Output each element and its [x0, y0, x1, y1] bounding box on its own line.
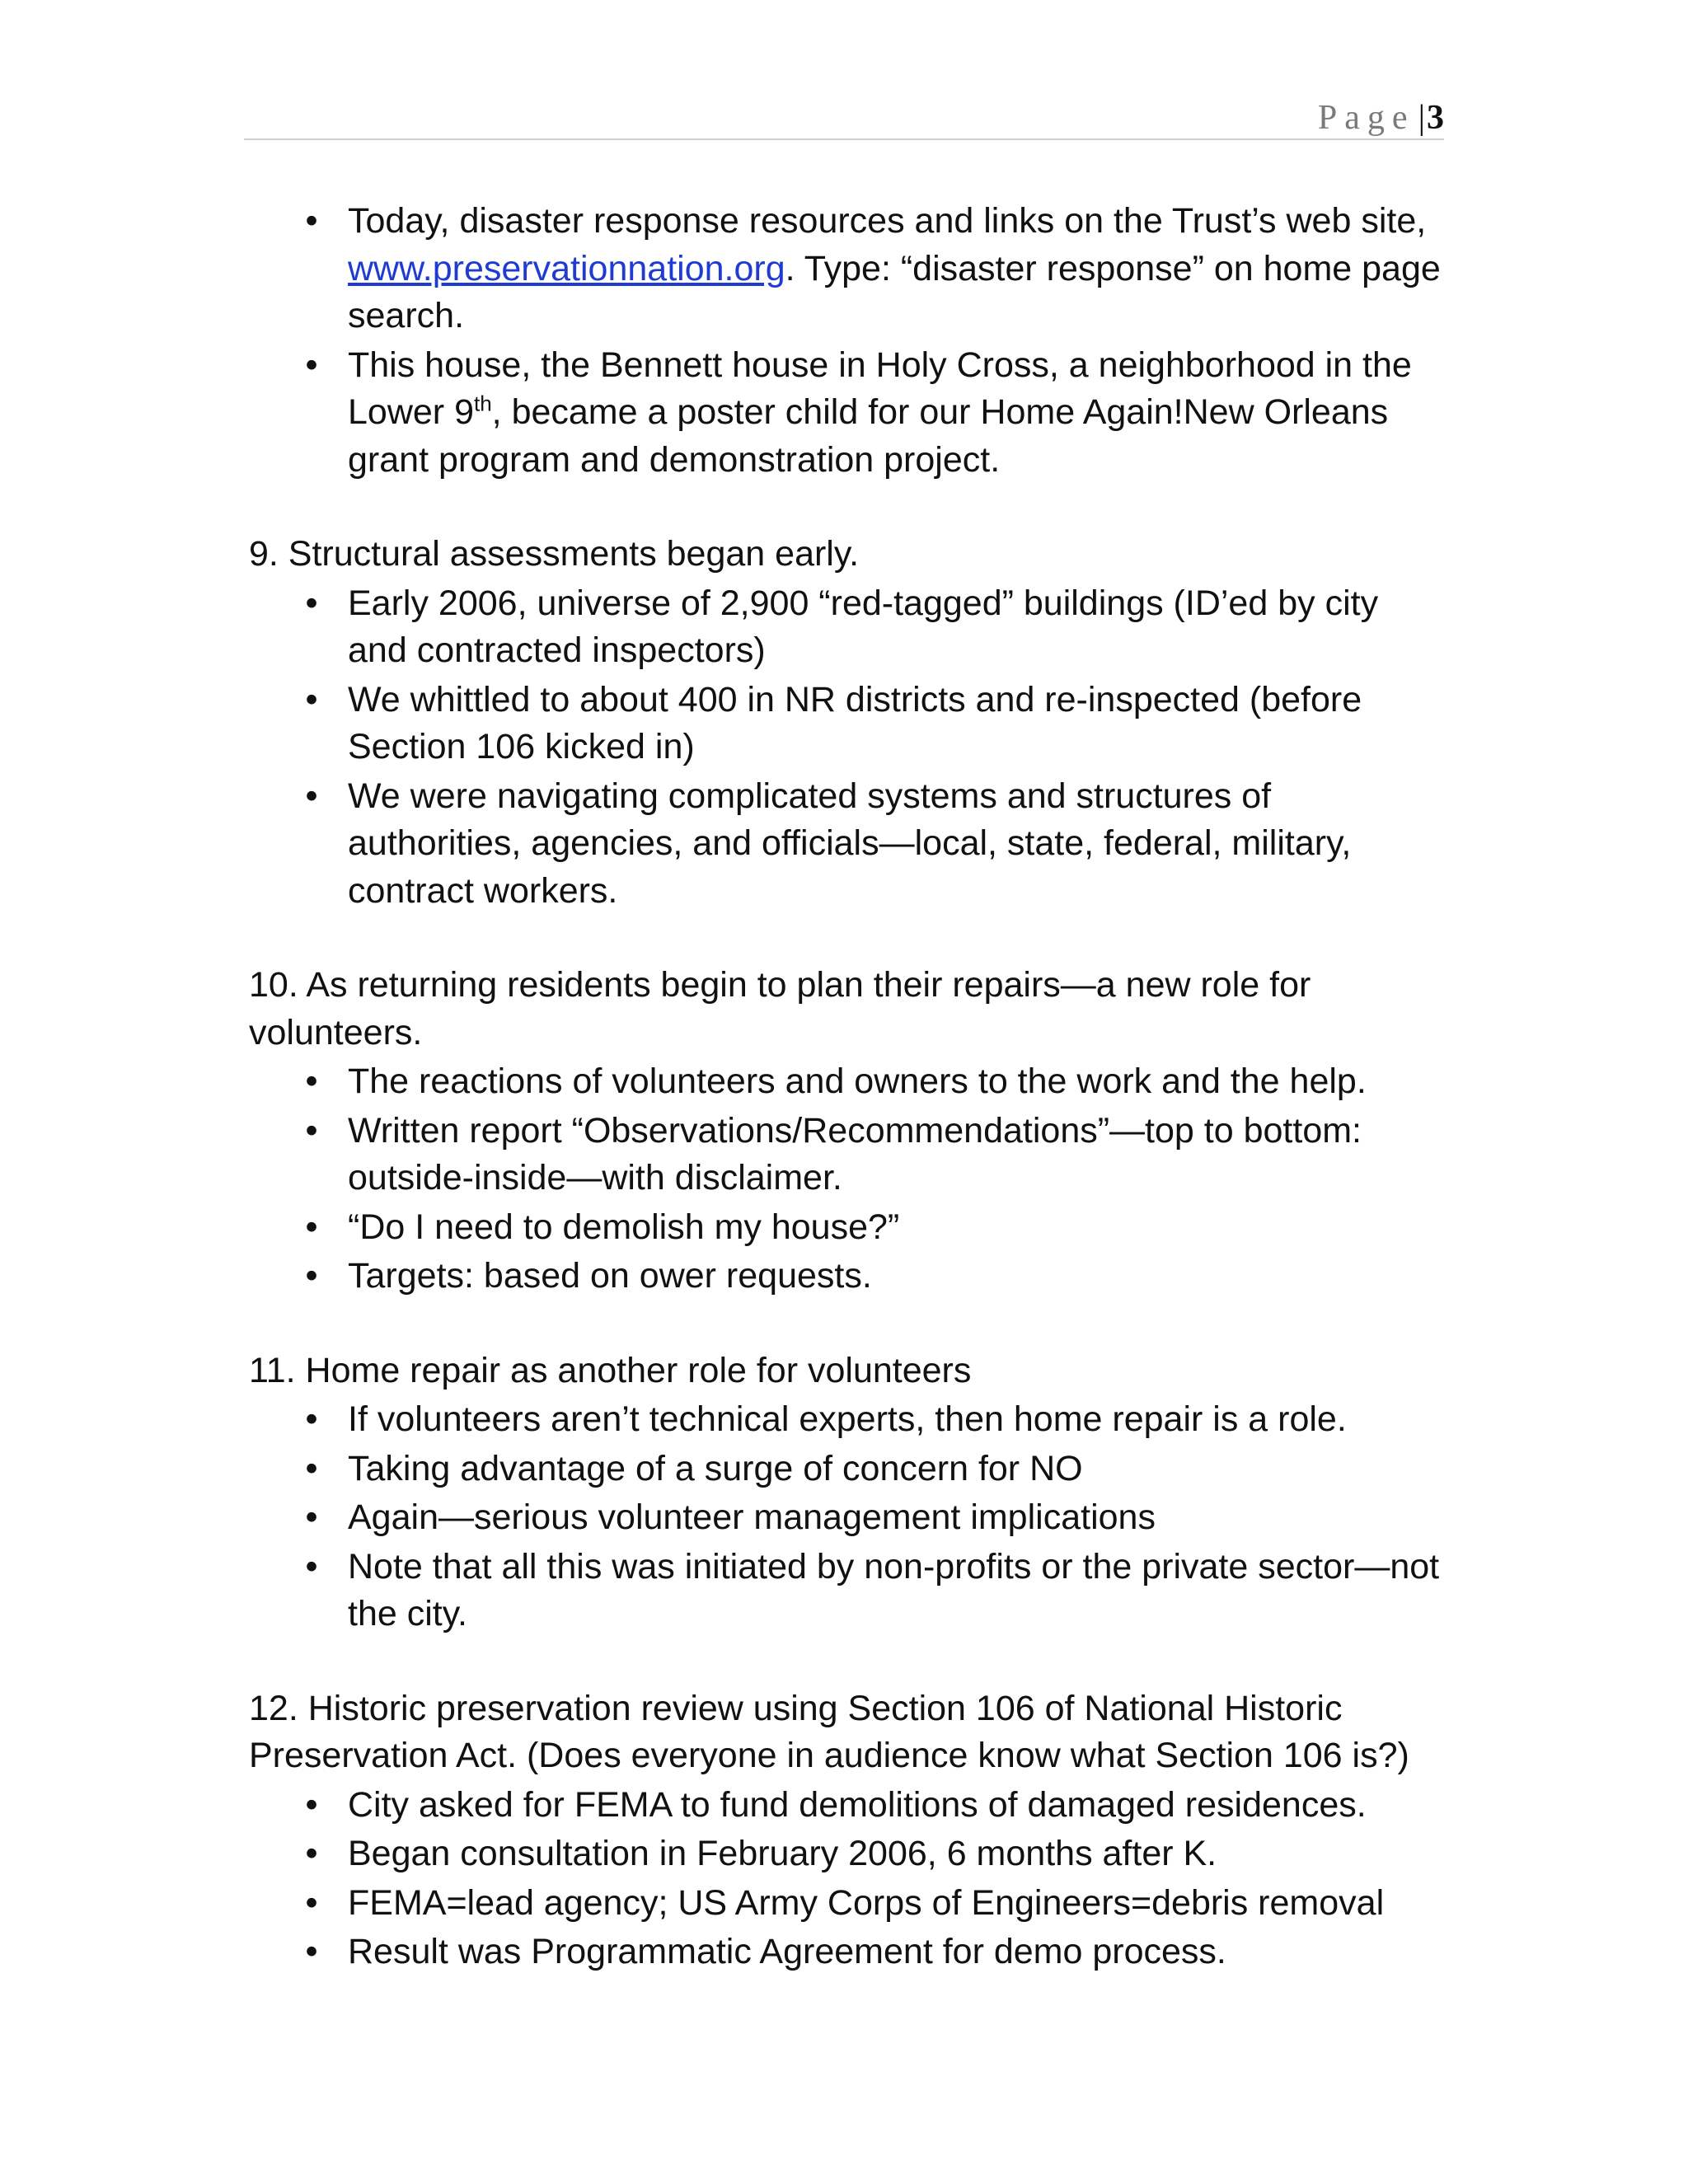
bullet-icon: •	[305, 1932, 318, 1971]
bullet-icon: •	[305, 1546, 318, 1586]
bullet-icon: •	[305, 1834, 318, 1873]
bullet-icon: •	[305, 344, 318, 385]
superscript: th	[473, 391, 492, 416]
section-heading: 9. Structural assessments began early.	[249, 534, 860, 574]
list-item	[249, 1782, 1444, 1830]
list-item-text: Taking advantage of a surge of concern for NO	[348, 1448, 1083, 1488]
list-item	[249, 1494, 1444, 1542]
page-header	[244, 97, 1444, 140]
list-item-text: Early 2006, universe of 2,900 “red-tagged” buildings (ID’ed by city and contracted inspectors)	[348, 583, 1379, 670]
section-9	[249, 531, 1444, 915]
list-item	[249, 1880, 1444, 1928]
section-list	[249, 1058, 1444, 1301]
bullet-icon: •	[305, 1207, 318, 1247]
bullet-icon: •	[305, 201, 318, 241]
page-separator: |	[1418, 99, 1425, 137]
bullet-icon: •	[305, 776, 318, 816]
bullet-icon: •	[305, 583, 318, 623]
intro-list	[249, 198, 1444, 484]
list-item	[249, 1204, 1444, 1252]
preservationnation-link[interactable]: www.preservationnation.org	[348, 248, 785, 288]
list-item	[249, 342, 1444, 485]
list-item-text: . Type: “disaster response” on home page search.	[348, 248, 1441, 335]
bullet-icon: •	[305, 1497, 318, 1537]
list-item-text: Note that all this was initiated by non-profits or the private sector—not the city.	[348, 1546, 1440, 1633]
bullet-icon: •	[305, 1882, 318, 1923]
section-10	[249, 962, 1444, 1301]
bullet-icon: •	[305, 679, 318, 719]
list-item	[249, 1830, 1444, 1878]
list-item	[249, 1929, 1444, 1976]
list-item	[249, 1544, 1444, 1638]
list-item-text: “Do I need to demolish my house?”	[348, 1207, 900, 1247]
page-number-label	[1318, 97, 1444, 138]
list-item-text: , became a poster child for our Home Again!New Orleans grant program and demonstration project.	[348, 392, 1389, 480]
list-item	[249, 198, 1444, 340]
list-item-text: This house, the Bennett house in Holy Cross, a neighborhood in the Lower 9	[348, 344, 1412, 432]
list-item-text: City asked for FEMA to fund demolitions of damaged residences.	[348, 1784, 1367, 1825]
list-item-text: Written report “Observations/Recommendations”—top to bottom: outside-inside—with disclaimer.	[348, 1110, 1362, 1197]
section-list	[249, 1396, 1444, 1638]
section-heading: 12. Historic preservation review using Section 106 of National Historic Preservation Act. (Does everyone in audience know what Section 106 is?)	[249, 1688, 1409, 1775]
bullet-icon: •	[305, 1784, 318, 1825]
list-item	[249, 1108, 1444, 1202]
page-number: 3	[1427, 99, 1444, 137]
list-item	[249, 773, 1444, 916]
list-item-text: FEMA=lead agency; US Army Corps of Engineers=debris removal	[348, 1882, 1385, 1923]
bullet-icon: •	[305, 1110, 318, 1151]
list-item-text: The reactions of volunteers and owners to the work and the help.	[348, 1062, 1367, 1101]
section-list	[249, 1782, 1444, 1976]
section-12	[249, 1685, 1444, 1976]
list-item-text: Targets: based on ower requests.	[348, 1256, 872, 1296]
list-item-text: Began consultation in February 2006, 6 months after K.	[348, 1834, 1217, 1873]
section-heading: 11. Home repair as another role for volunteers	[249, 1350, 972, 1390]
section-list	[249, 580, 1444, 916]
bullet-icon: •	[305, 1256, 318, 1296]
list-item	[249, 580, 1444, 675]
bullet-icon: •	[305, 1399, 318, 1439]
page-word: Page	[1317, 99, 1415, 137]
bullet-icon: •	[305, 1448, 318, 1488]
list-item-text: Again—serious volunteer management implications	[348, 1497, 1156, 1537]
list-item	[249, 677, 1444, 771]
list-item-text: We were navigating complicated systems and structures of authorities, agencies, and officials—local, state, federal, military, contract workers.	[348, 776, 1352, 911]
list-item-text: If volunteers aren’t technical experts, then home repair is a role.	[348, 1399, 1347, 1439]
list-item-text: Today, disaster response resources and links on the Trust’s web site,	[348, 201, 1427, 241]
section-heading: 10. As returning residents begin to plan their repairs—a new role for volunteers.	[249, 965, 1311, 1052]
list-item-text: Result was Programmatic Agreement for demo process.	[348, 1932, 1226, 1971]
list-item-text: We whittled to about 400 in NR districts and re-inspected (before Section 106 kicked in)	[348, 679, 1362, 766]
list-item	[249, 1253, 1444, 1301]
list-item	[249, 1058, 1444, 1106]
list-item	[249, 1446, 1444, 1493]
bullet-icon: •	[305, 1062, 318, 1101]
list-item	[249, 1396, 1444, 1444]
document-body	[249, 198, 1444, 1978]
section-11	[249, 1347, 1444, 1638]
